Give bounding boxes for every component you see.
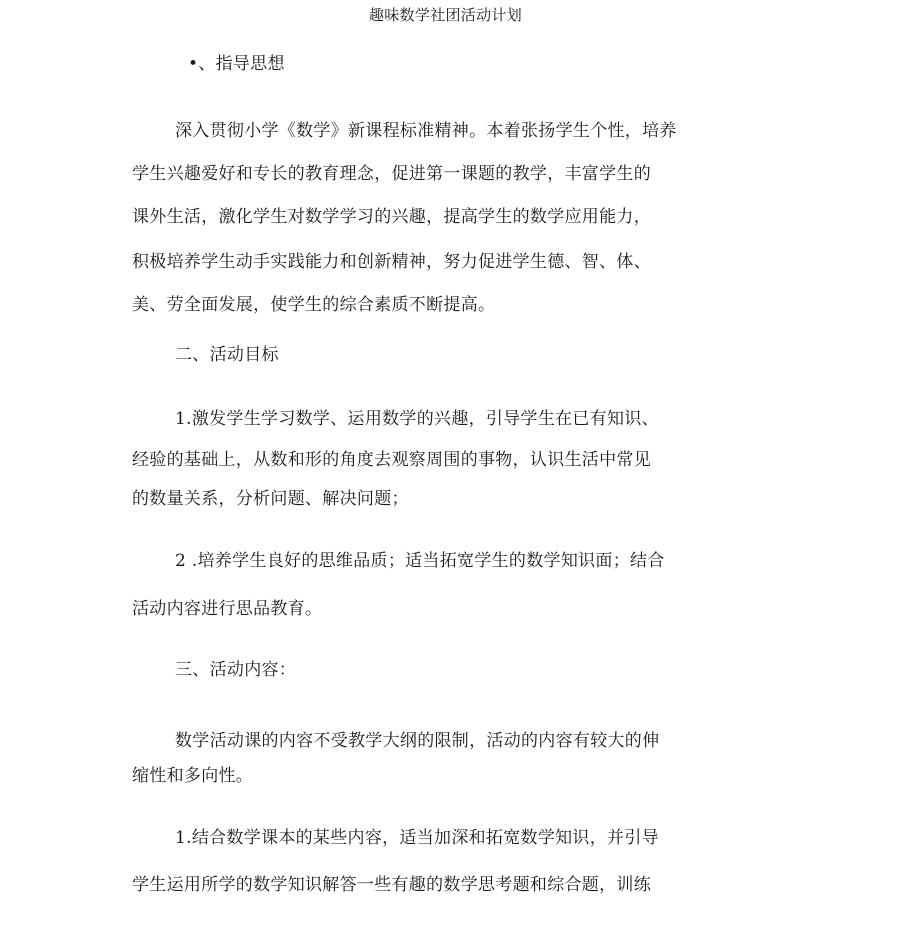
list-item-line: 经验的基础上，从数和形的角度去观察周围的事物，认识生活中常见 (132, 450, 651, 470)
paragraph-line: 深入贯彻小学《数学》新课程标准精神。本着张扬学生个性，培养 (175, 121, 677, 141)
paragraph-line: 学生兴趣爱好和专长的教育理念，促进第一课题的教学，丰富学生的 (132, 164, 651, 184)
section-heading-content: 三、活动内容： (175, 660, 297, 680)
list-item-line: 的数量关系，分析问题、解决问题； (132, 489, 409, 509)
paragraph-line: 课外生活，激化学生对数学学习的兴趣，提高学生的数学应用能力， (132, 207, 651, 227)
document-title: 趣味数学社团活动计划 (369, 6, 523, 24)
paragraph-line: 缩性和多向性。 (132, 766, 254, 786)
paragraph-line: 美、劳全面发展，使学生的综合素质不断提高。 (132, 295, 496, 315)
list-item-line: 2 .培养学生良好的思维品质；适当拓宽学生的数学知识面；结合 (175, 551, 665, 571)
list-item-line: 活动内容进行思品教育。 (132, 599, 323, 619)
paragraph-line: 积极培养学生动手实践能力和创新精神，努力促进学生德、智、体、 (132, 252, 651, 272)
list-item-line: 1.结合数学课本的某些内容，适当加深和拓宽数学知识，并引导 (175, 828, 659, 848)
list-item-line: 学生运用所学的数学知识解答一些有趣的数学思考题和综合题，训练 (132, 875, 651, 895)
paragraph-line: 数学活动课的内容不受教学大纲的限制，活动的内容有较大的伸 (175, 731, 660, 751)
section-heading-guiding-ideas: •、指导思想 (188, 54, 285, 74)
section-heading-goals: 二、活动目标 (175, 345, 279, 365)
list-item-line: 1.激发学生学习数学、运用数学的兴趣，引导学生在已有知识、 (175, 409, 659, 429)
